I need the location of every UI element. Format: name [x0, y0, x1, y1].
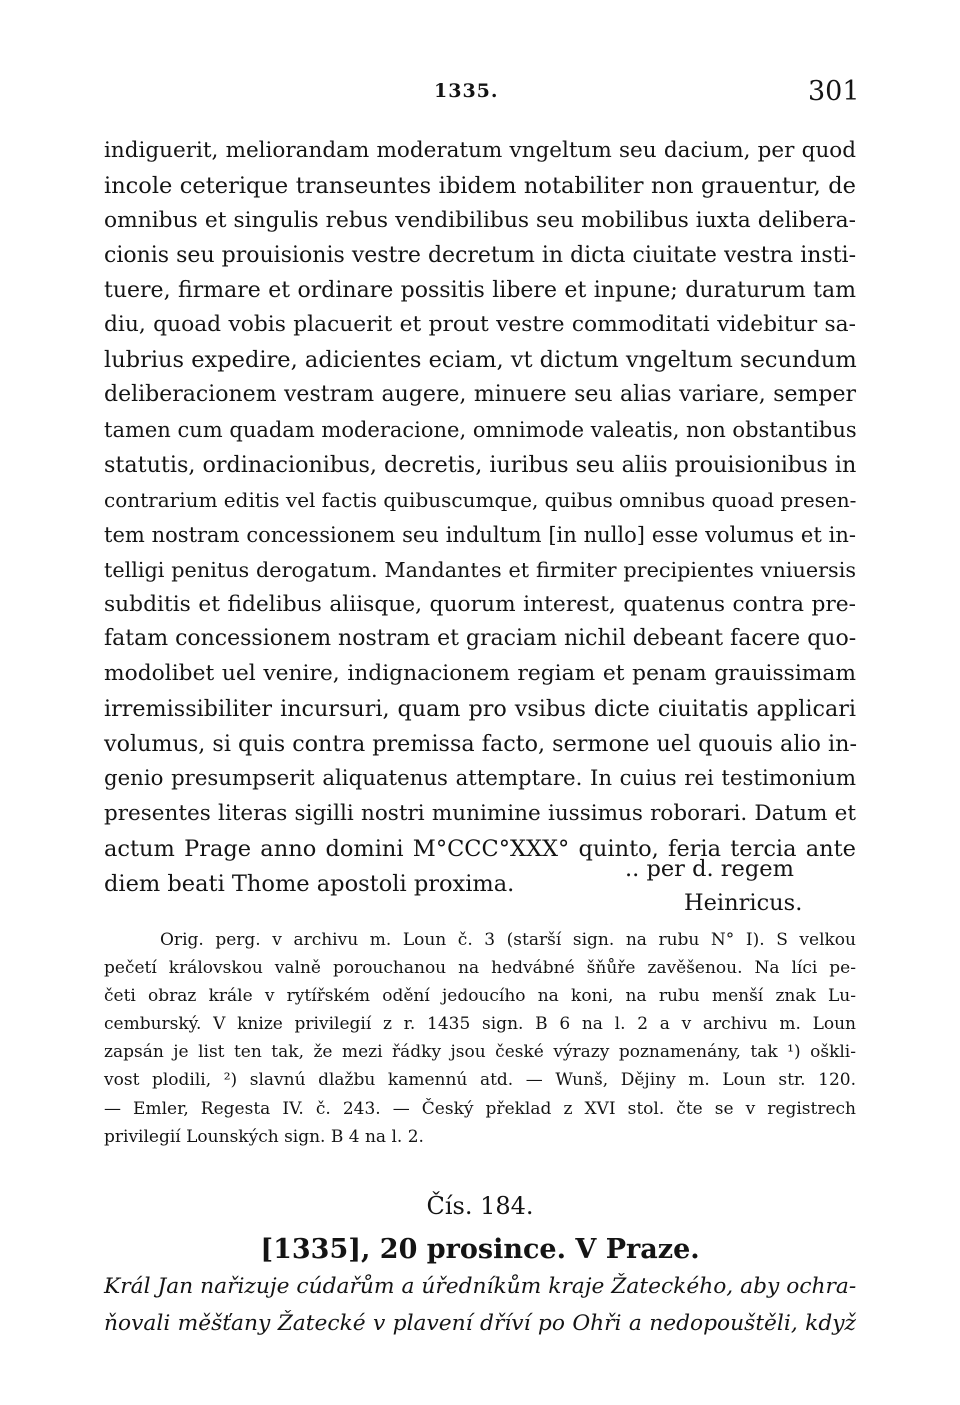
- text-line: tem nostram concessionem seu indultum [in nullo] esse volumus et in-: [104, 522, 856, 547]
- note-line: pečetí královskou valně porouchanou na hedvábné šňůře zavěšenou. Na líci pe-: [104, 958, 856, 979]
- note-line: — Emler, Regesta IV. č. 243. — Český překlad z XVI stol. čte se v registrech: [104, 1098, 856, 1119]
- text-line: indiguerit, meliorandam moderatum vngeltum seu dacium, per quod: [104, 138, 856, 163]
- text-line: lubrius expedire, adicientes eciam, vt dictum vngeltum secundum: [104, 347, 857, 374]
- source-notes: [104, 926, 856, 1151]
- text-line: tamen cum quadam moderacione, omnimode valeatis, non obstantibus: [104, 418, 857, 443]
- regest-line: ňovali měšťany Žatecké v plavení dříví po Ohři a nedopouštěli, když: [104, 1311, 856, 1336]
- document-number: Čís. 184.: [426, 1192, 534, 1220]
- text-line: tuere, firmare et ordinare possitis libere et inpune; duraturum tam: [104, 277, 856, 303]
- scribe-name: Heinricus.: [684, 890, 803, 916]
- text-line: presentes literas sigilli nostri munimine iussimus roborari. Datum et: [104, 800, 856, 826]
- text-line: actum Prage anno domini M°CCC°XXX° quinto, feria tercia ante: [104, 835, 856, 862]
- chancery-note: .. per d. regem: [625, 856, 794, 882]
- note-line: zapsán je list ten tak, že mezi řádky jsou české výrazy poznamenány, tak ¹) oškli-: [104, 1042, 856, 1063]
- regest-line: Král Jan nařizuje cúdařům a úředníkům kraje Žateckého, aby ochra-: [104, 1274, 857, 1299]
- text-line: statutis, ordinacionibus, decretis, iuribus seu aliis prouisionibus in: [104, 452, 857, 479]
- note-line: privilegií Lounských sign. B 4 na l. 2.: [104, 1126, 424, 1147]
- running-head-year: 1335.: [434, 80, 499, 102]
- text-line: diu, quoad vobis placuerit et prout vestre commoditati videbitur sa-: [104, 312, 856, 338]
- note-line: četi obraz krále v rytířském odění jedoucího na koni, na rubu menší znak Lu-: [104, 986, 856, 1007]
- text-line: incole ceterique transeuntes ibidem notabiliter non grauentur, de: [104, 172, 856, 199]
- note-line: cemburský. V knize privilegií z r. 1435 sign. B 6 na l. 2 a v archivu m. Loun: [104, 1014, 856, 1035]
- text-line: fatam concessionem nostram et graciam nichil debeant facere quo-: [104, 626, 857, 652]
- document-regest: [104, 1268, 856, 1342]
- text-line: modolibet uel venire, indignacionem regiam et penam grauissimam: [104, 661, 856, 687]
- text-line: cionis seu prouisionis vestre decretum in dicta ciuitate vestra insti-: [104, 242, 856, 268]
- text-line: omnibus et singulis rebus vendibilibus seu mobilibus iuxta delibera-: [104, 207, 856, 233]
- text-line: contrarium editis vel factis quibuscumque, quibus omnibus quoad presen-: [104, 487, 857, 512]
- charter-text: [104, 134, 856, 902]
- text-line: irremissibiliter incursuri, quam pro vsibus dicte ciuitatis applicari: [104, 696, 856, 723]
- text-line: diem beati Thome apostoli proxima.: [104, 870, 515, 897]
- text-line: genio presumpserit aliquatenus attemptare. In cuius rei testimonium: [104, 766, 856, 792]
- text-line: subditis et fidelibus aliisque, quorum interest, quatenus contra pre-: [104, 591, 856, 617]
- text-line: deliberacionem vestram augere, minuere seu alias variare, semper: [104, 382, 856, 408]
- text-line: telligi penitus derogatum. Mandantes et firmiter precipientes vniuersis: [104, 557, 856, 582]
- note-line: Orig. perg. v archivu m. Loun č. 3 (starší sign. na rubu N° I). S velkou: [160, 930, 856, 950]
- text-line: volumus, si quis contra premissa facto, sermone uel quouis alio in-: [104, 731, 857, 758]
- note-line: vost plodili, ²) slavnú dlažbu kamennú atd. — Wunš, Dějiny m. Loun str. 120.: [104, 1070, 856, 1091]
- page-number: 301: [808, 76, 860, 107]
- document-date-place: [1335], 20 prosince. V Praze.: [260, 1234, 700, 1265]
